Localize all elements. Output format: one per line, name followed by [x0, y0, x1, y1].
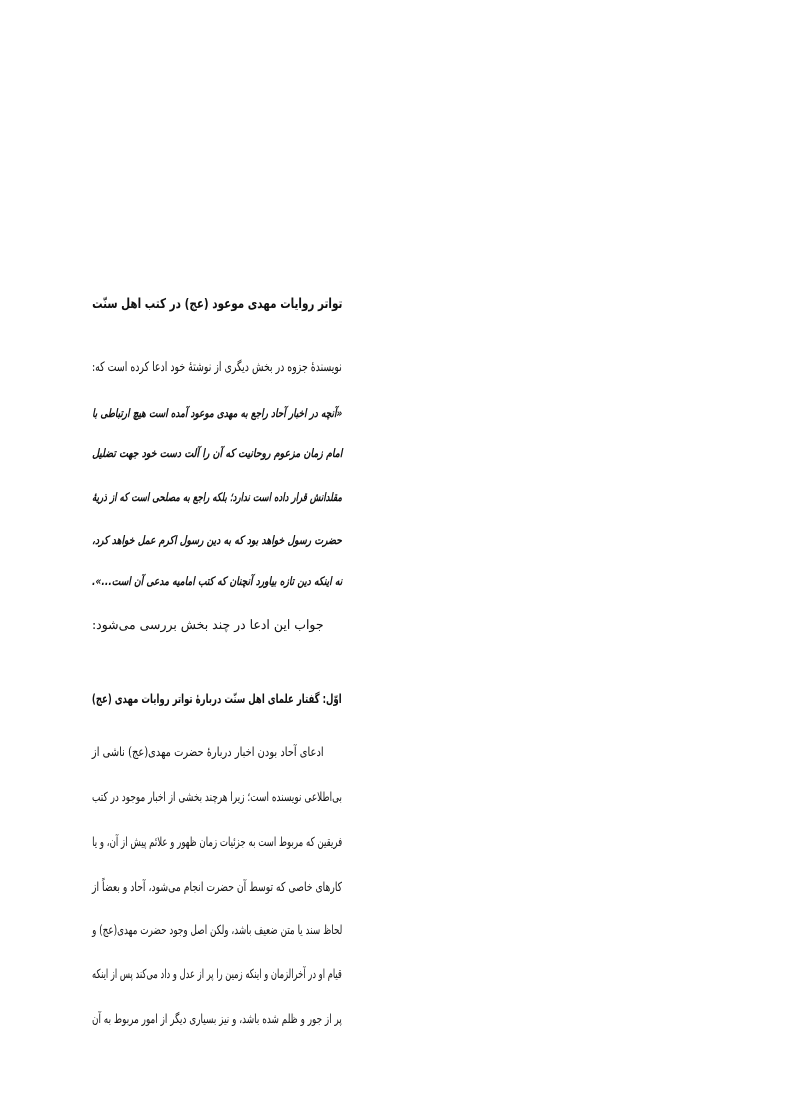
body-line: فریقین که مربوط است به جزئیات زمان ظهور و علائم پیش از آن، و یا — [91, 834, 342, 849]
body-line: بی‌اطلاعی نویسنده است؛ زیرا هرچند بخشی از اخبار موجود در کتب — [91, 789, 342, 804]
intro-paragraph: نویسندهٔ جزوه در بخش دیگری از نوشتهٔ خود ادعا کرده است که: — [92, 360, 342, 375]
quote-line: «آنچه در اخبار آحاد راجع به مهدی موعود آمده است هیچ ارتباطی با — [91, 406, 342, 420]
quote-line: مقلدانش قرار داده است ندارد؛ بلکه راجع به مصلحی است که از ذریهٔ — [92, 490, 342, 504]
body-line: پر از جور و ظلم شده باشد، و نیز بسیاری دیگر از امور مربوط به آن — [92, 1011, 342, 1026]
body-line: کارهای خاصی که توسط آن حضرت انجام می‌شود، آحاد و بعضاً از — [91, 879, 342, 894]
quote-line: نه اینکه دین تازه بیاورد آنچنان که کتب امامیه مدعی آن است...». — [91, 574, 342, 588]
body-line: قیام او در آخرالزمان و اینکه زمین را پر از عدل و داد می‌کند پس از اینکه — [92, 966, 342, 981]
quote-line: امام زمان مزعوم روحانیت که آن را آلت دست خود جهت تضلیل — [91, 446, 342, 460]
answer-intro: جواب این ادعا در چند بخش بررسی می‌شود: — [92, 618, 324, 633]
body-line: ادعای آحاد بودن اخبار دربارهٔ حضرت مهدی(عج) ناشی از — [92, 744, 324, 759]
section-heading: اوّل: گفتار علمای اهل سنّت دربارهٔ تواتر روایات مهدی (عج) — [92, 691, 342, 706]
text-column — [92, 0, 342, 1100]
page-title: تواتر روایات مهدی موعود (عج) در کتب اهل سنّت — [91, 296, 342, 312]
body-line: لحاظ سند یا متن ضعیف باشد، ولکن اصل وجود حضرت مهدی(عج) و — [91, 922, 342, 937]
quote-line: حضرت رسول خواهد بود که به دین رسول اکرم عمل خواهد کرد، — [92, 533, 342, 547]
